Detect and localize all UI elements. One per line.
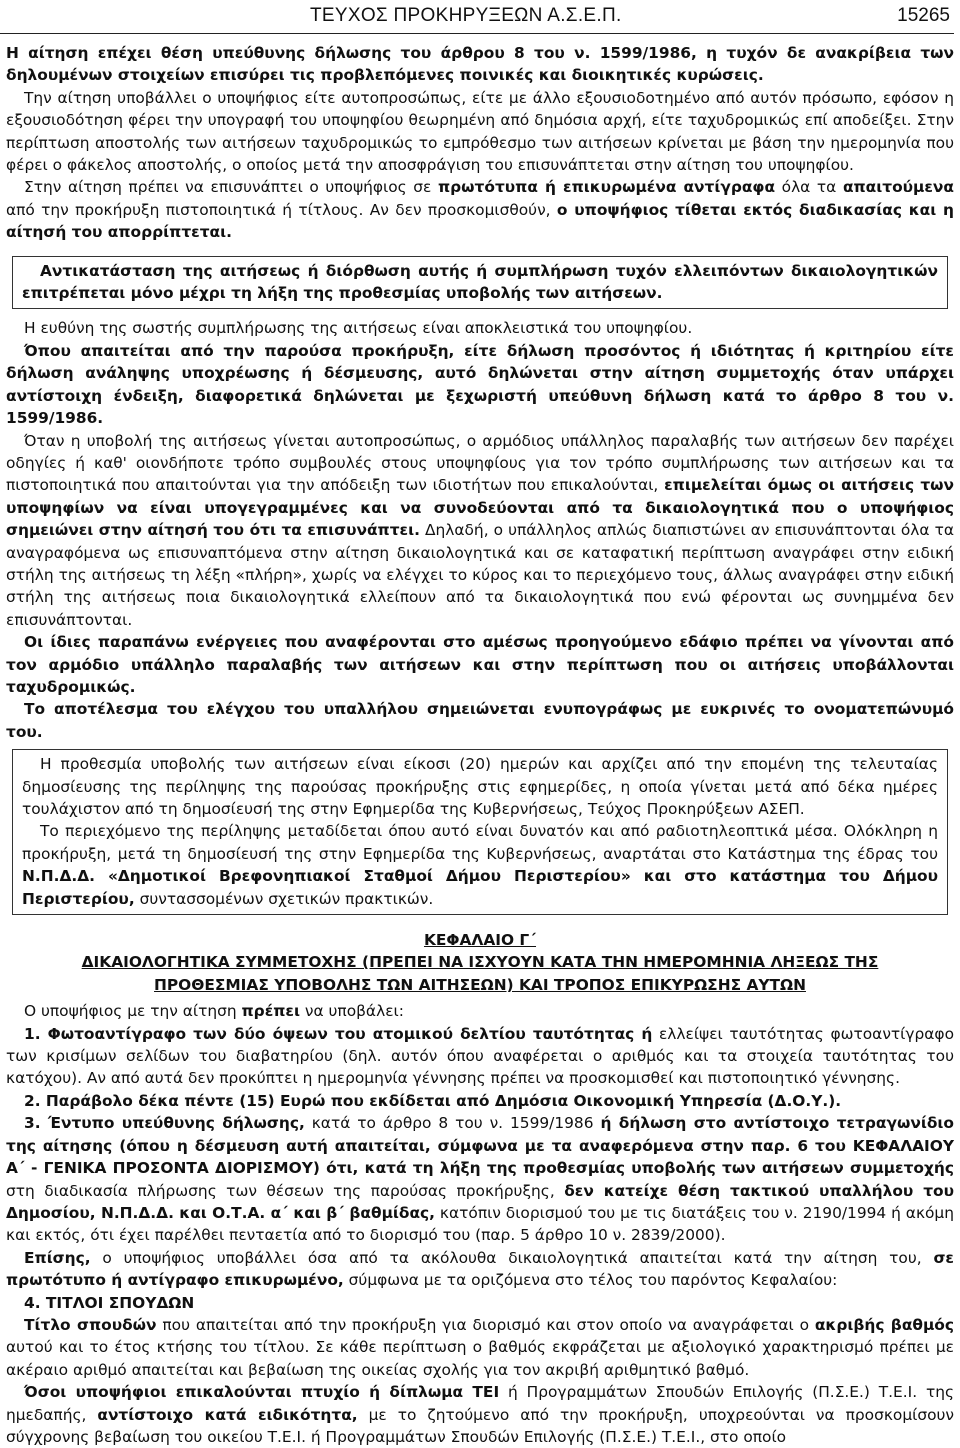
bold-run: ο υποψήφιος τίθεται εκτός διαδικασίας και η αίτησή του απορρίπτεται.: [6, 200, 954, 242]
text-run: σύμφωνα με τα οριζόμενα στο τέλος του παρόντος Κεφαλαίου:: [343, 1271, 838, 1290]
declaration-requirement-text: Όπου απαιτείται από την παρούσα προκήρυξη, είτε δήλωση προσόντος ή ιδιότητας ή κριτηρίου είτε δήλωση ανάληψης υποχρέωσης ή δέσμευσης, αυτό δηλώνεται στην αίτηση συμμετοχής όταν υπάρχει αντίστοιχη ένδειξη, διαφορετικά δηλώνεται με ξεχωριστή υπεύθυνη δήλωση κατά το άρθρο 8 του ν. 1599/1986.: [6, 341, 954, 428]
control-result-text: Το αποτέλεσμα του ελέγχου του υπαλλήλου σημειώνεται ενυπογράφως με ευκρινές το ονοματεπώνυμό του.: [6, 700, 954, 741]
text-run: Ο υποψήφιος με την αίτηση: [24, 1002, 242, 1021]
publication-paragraph: [22, 820, 938, 910]
text-run: συντασσομένων σχετικών πρακτικών.: [134, 889, 434, 908]
bold-run: απαιτούμενα: [842, 178, 954, 197]
declaration-text: Η αίτηση επέχει θέση υπεύθυνης δήλωσης του άρθρου 8 του ν. 1599/1986, η τυχόν δε ανακρίβεια των δηλουμένων στοιχείων επισύρει τις προβλεπόμενες ποινικές και διοικητικές κυρώσεις.: [6, 44, 954, 85]
text-run: όλα τα: [775, 178, 843, 197]
replacement-notice: [22, 260, 938, 305]
bold-run: σε πρωτότυπο ή αντίγραφο επικυρωμένο,: [6, 1248, 954, 1290]
item-1-identity: [6, 1023, 954, 1090]
chapter-title-line-2: ΠΡΟΘΕΣΜΙΑΣ ΥΠΟΒΟΛΗΣ ΤΩΝ ΑΙΤΗΣΕΩΝ) ΚΑΙ ΤΡΟΠΟΣ ΕΠΙΚΥΡΩΣΗΣ ΑΥΤΩΝ: [154, 975, 806, 994]
text-run: Το περιεχόμενο της περίληψης μεταδίδεται όπου αυτό είναι δυνατόν και από ραδιοτηλεοπτικά μέσα. Ολόκληρη η προκήρυξη, μετά τη δημοσίευσή της στην Εφημερίδα της Κυβερνήσεως, αναρτάται στο Κατάστημα της έδρας του: [22, 822, 938, 863]
bold-run: 2. Παράβολο δέκα πέντε (15) Ευρώ που εκδίδεται από Δημόσια Οικονομική Υπηρεσία (Δ.Ο.Υ.).: [24, 1091, 842, 1110]
bold-run: ή δήλωση στο αντίστοιχο τετραγωνίδιο της αίτησης (όπου η δέσμευση αυτή απαιτείται, σύμφωνα με τα αναφερόμενα στην παρ. 6 του ΚΕΦΑΛΑΙΟΥ Α΄ - ΓΕΝΙΚΑ ΠΡΟΣΟΝΤΑ ΔΙΟΡΙΣΜΟΥ) ότι, κατά τη λήξη της προθεσμίας υποβολής των αιτήσεων συμμετοχής: [6, 1114, 954, 1178]
text-run: αυτού και το έτος κτήσης του τίτλου. Σε κάθε περίπτωση ο βαθμός εκφράζεται με αξιολογικό χαρακτηρισμό πρέπει με ακέραιο αριθμό απαιτείται και βεβαίωση της οικείας σχολής για τον ακριβή αριθμητικό βαθμό.: [6, 1338, 954, 1379]
bold-run: ακριβής βαθμός: [814, 1315, 954, 1334]
bold-run: 1. Φωτοαντίγραφο των δύο όψεων του ατομικού δελτίου ταυτότητας ή: [24, 1024, 653, 1043]
deadline-notice-box: [12, 749, 948, 915]
submission-paragraph: Την αίτηση υποβάλλει ο υποψήφιος είτε αυτοπροσώπως, είτε με άλλο εξουσιοδοτημένο από αυτόν πρόσωπο, εφόσον η εξουσιοδότηση φέρει την υπογραφή του υποψηφίου θεωρημένη από δημόσια αρχή, είτε ταχυδρομικώς επί αποδείξει. Στην περίπτωση αποστολής των αιτήσεων ταχυδρομικώς το εμπρόθεσμο των αιτήσεων κρίνεται με βάση την ημερομηνία που φέρει ο φάκελος αποστολής, ο οποίος μετά την αποσφράγιση του επισυνάπτεται στην αίτηση του υποψηφίου.: [6, 88, 954, 175]
text-run: από την προκήρυξη πιστοποιητικά ή τίτλους. Αν δεν προσκομισθούν,: [6, 200, 557, 219]
item-4-heading: [6, 1292, 954, 1314]
postal-submission-text: Οι ίδιες παραπάνω ενέργειες που αναφέρονται στο αμέσως προηγούμενο εδάφιο πρέπει να γίνονται από τον αρμόδιο υπάλληλο παραλαβής των αιτήσεων και στην περίπτωση που οι αιτήσεις υποβάλλονται ταχυδρομικώς.: [6, 633, 954, 696]
text-run: κατά το άρθρο 8 του ν. 1599/1986: [304, 1114, 601, 1133]
bold-run: πρέπει: [241, 1002, 300, 1021]
declaration-paragraph: [6, 42, 954, 87]
degree-title-paragraph: [6, 1314, 954, 1381]
bold-run: 3. Έντυπο υπεύθυνης δήλωσης,: [24, 1114, 305, 1133]
attachments-paragraph: [6, 176, 954, 243]
bold-run: δεν κατείχε θέση τακτικού υπαλλήλου του Δημοσίου, Ν.Π.Δ.Δ. και Ο.Τ.Α. α΄ και β΄ βαθμίδας,: [6, 1181, 954, 1222]
chapter-title-line-1: ΔΙΚΑΙΟΛΟΓΗΤΙΚΑ ΣΥΜΜΕΤΟΧΗΣ (ΠΡΕΠΕΙ ΝΑ ΙΣΧΥΟΥΝ ΚΑΤΑ ΤΗΝ ΗΜΕΡΟΜΗΝΙΑ ΛΗΞΕΩΣ ΤΗΣ: [81, 953, 879, 972]
text-run: Στην αίτηση πρέπει να επισυνάπτει ο υποψήφιος σε: [24, 178, 438, 197]
tei-degree-paragraph: [6, 1381, 954, 1448]
replacement-notice-text: Αντικατάσταση της αιτήσεως ή διόρθωση αυτής ή συμπλήρωση τυχόν ελλειπόντων δικαιολογητικών επιτρέπεται μόνο μέχρι τη λήξη της προθεσμίας υποβολής των αιτήσεων.: [22, 261, 938, 303]
bold-run: Όσοι υποψήφιοι επικαλούνται πτυχίο ή δίπλωμα ΤΕΙ: [24, 1383, 500, 1402]
declaration-requirement-paragraph: [6, 340, 954, 430]
text-run: να υποβάλει:: [300, 1002, 404, 1021]
page-number: 15265: [897, 5, 950, 26]
text-run: ή Προγραμμάτων Σπουδών Επιλογής (Π.Σ.Ε.) Τ.Ε.Ι. της ημεδαπής,: [6, 1383, 954, 1424]
additional-documents-paragraph: [6, 1247, 954, 1292]
bold-run: πρωτότυπα ή επικυρωμένα αντίγραφα: [437, 178, 776, 197]
control-result-paragraph: [6, 698, 954, 743]
text-run: με το ζητούμενο από την προκήρυξη, υποχρεούνται να προσκομίσουν σύγχρονης βεβαίωση του οικείου Τ.Ε.Ι. ή Προγραμμάτων Σπουδών Επιλογής (Π.Σ.Ε.) Τ.Ε.Ι., στο οποίο: [6, 1405, 955, 1446]
responsibility-paragraph: Η ευθύνη της σωστής συμπλήρωσης της αιτήσεως είναι αποκλειστικά του υποψηφίου.: [24, 319, 693, 338]
bold-run: Τίτλο σπουδών: [24, 1315, 157, 1334]
text-run: Δηλαδή, ο υπάλληλος απλώς διαπιστώνει αν επισυνάπτονται όλα τα αναγραφόμενα ως επισυναπτόμενα στην αίτηση δικαιολογητικά και σε καταφατική περίπτωση αναγράφει στην ειδική στήλη της αιτήσεως τη λέξη «πλήρη», χωρίς να ελέγχει το κύρος και το περιεχόμενο τους, άλλως αναγράφει στην ειδική στήλη της αιτήσεως ποια δικαιολογητικά ελλείπουν από τα δικαιολογητικά που ενώ φέρονται ως συνημμένα δεν επισυνάπτονται.: [6, 521, 954, 629]
text-run: Όταν η υποβολή της αιτήσεως γίνεται αυτοπροσώπως, ο αρμόδιος υπάλληλος παραλαβής των αιτήσεων δεν παρέχει οδηγίες ή καθ' οιονδήποτε τρόπο συμβουλές στους υποψηφίους για τον τρόπο συμπλήρωσης των αιτήσεων και τα πιστοποιητικά που απαιτούνται για την απόδειξη των ιδιοτήτων που επικαλούνται,: [6, 431, 954, 495]
text-run: κατόπιν διορισμού του με τις διατάξεις του ν. 2190/1994 ή ακόμη και εκτός, ότι έχει παρέλθει πενταετία από το διορισμό του (παρ. 5 άρθρο 10 ν. 2839/2000).: [6, 1203, 954, 1245]
item-3-declaration: [6, 1112, 954, 1246]
chapter-number: ΚΕΦΑΛΑΙΟ Γ΄: [423, 931, 537, 950]
bold-run: Επίσης,: [24, 1248, 91, 1267]
text-run: ελλείψει ταυτότητας φωτοαντίγραφο των κρισίμων σελίδων του διαβατηρίου (δηλ. αυτόν όπου αναφέρεται ο αριθμός και τα στοιχεία ταυτότητας του κατόχου). Αν από αυτά δεν προκύπτει η ημερομηνία γέννησης πρέπει να προσκομισθεί και πιστοποιητικό γέννησης.: [6, 1024, 954, 1088]
replacement-notice-box: [12, 256, 948, 310]
bold-run: Ν.Π.Δ.Δ. «Δημοτικοί Βρεφονηπιακοί Σταθμοί Δήμου Περιστερίου» και στο κατάστημα του Δήμου Περιστερίου,: [22, 867, 938, 908]
text-run: που απαιτείται από την προκήρυξη για διορισμό και στον οποίο να αναγράφεται ο: [156, 1315, 815, 1334]
in-person-submission-paragraph: [6, 430, 954, 632]
journal-title: ΤΕΥΧΟΣ ΠΡΟΚΗΡΥΞΕΩΝ Α.Σ.Ε.Π.: [310, 5, 622, 26]
item-2-fee: [6, 1090, 954, 1112]
text-run: στη διαδικασία πλήρωσης των θέσεων της παρούσας προκήρυξης,: [6, 1181, 565, 1200]
intro-paragraph: [6, 1000, 954, 1022]
item-4-heading-text: 4. ΤΙΤΛΟΙ ΣΠΟΥΔΩΝ: [24, 1293, 195, 1312]
bold-run: αντίστοιχο κατά ειδικότητα,: [97, 1405, 358, 1424]
text-run: ο υποψήφιος υποβάλλει όσα από τα ακόλουθα δικαιολογητικά απαιτείται κατά την αίτηση του,: [90, 1248, 934, 1267]
bold-run: επιμελείται όμως οι αιτήσεις των υποψηφίων να είναι υπογεγραμμένες και να συνοδεύονται από τα δικαιολογητικά που ο υποψήφιος σημειώνει στην αίτησή του ότι τα επισυνάπτει.: [6, 476, 954, 540]
chapter-heading: [6, 929, 954, 996]
postal-submission-paragraph: [6, 631, 954, 698]
document-body: [6, 42, 954, 1448]
deadline-paragraph: Η προθεσμία υποβολής των αιτήσεων είναι είκοσι (20) ημερών και αρχίζει από την επομένη της τελευταίας δημοσίευσης της περίληψης της παρούσας προκήρυξης στις εφημερίδες, η οποία γίνεται μετά από δέκα ημέρες τουλάχιστον από τη δημοσίευσή της στην Εφημερίδα της Κυβερνήσεως, Τεύχος Προκηρύξεων ΑΣΕΠ.: [22, 755, 938, 818]
page-header: [0, 3, 954, 34]
